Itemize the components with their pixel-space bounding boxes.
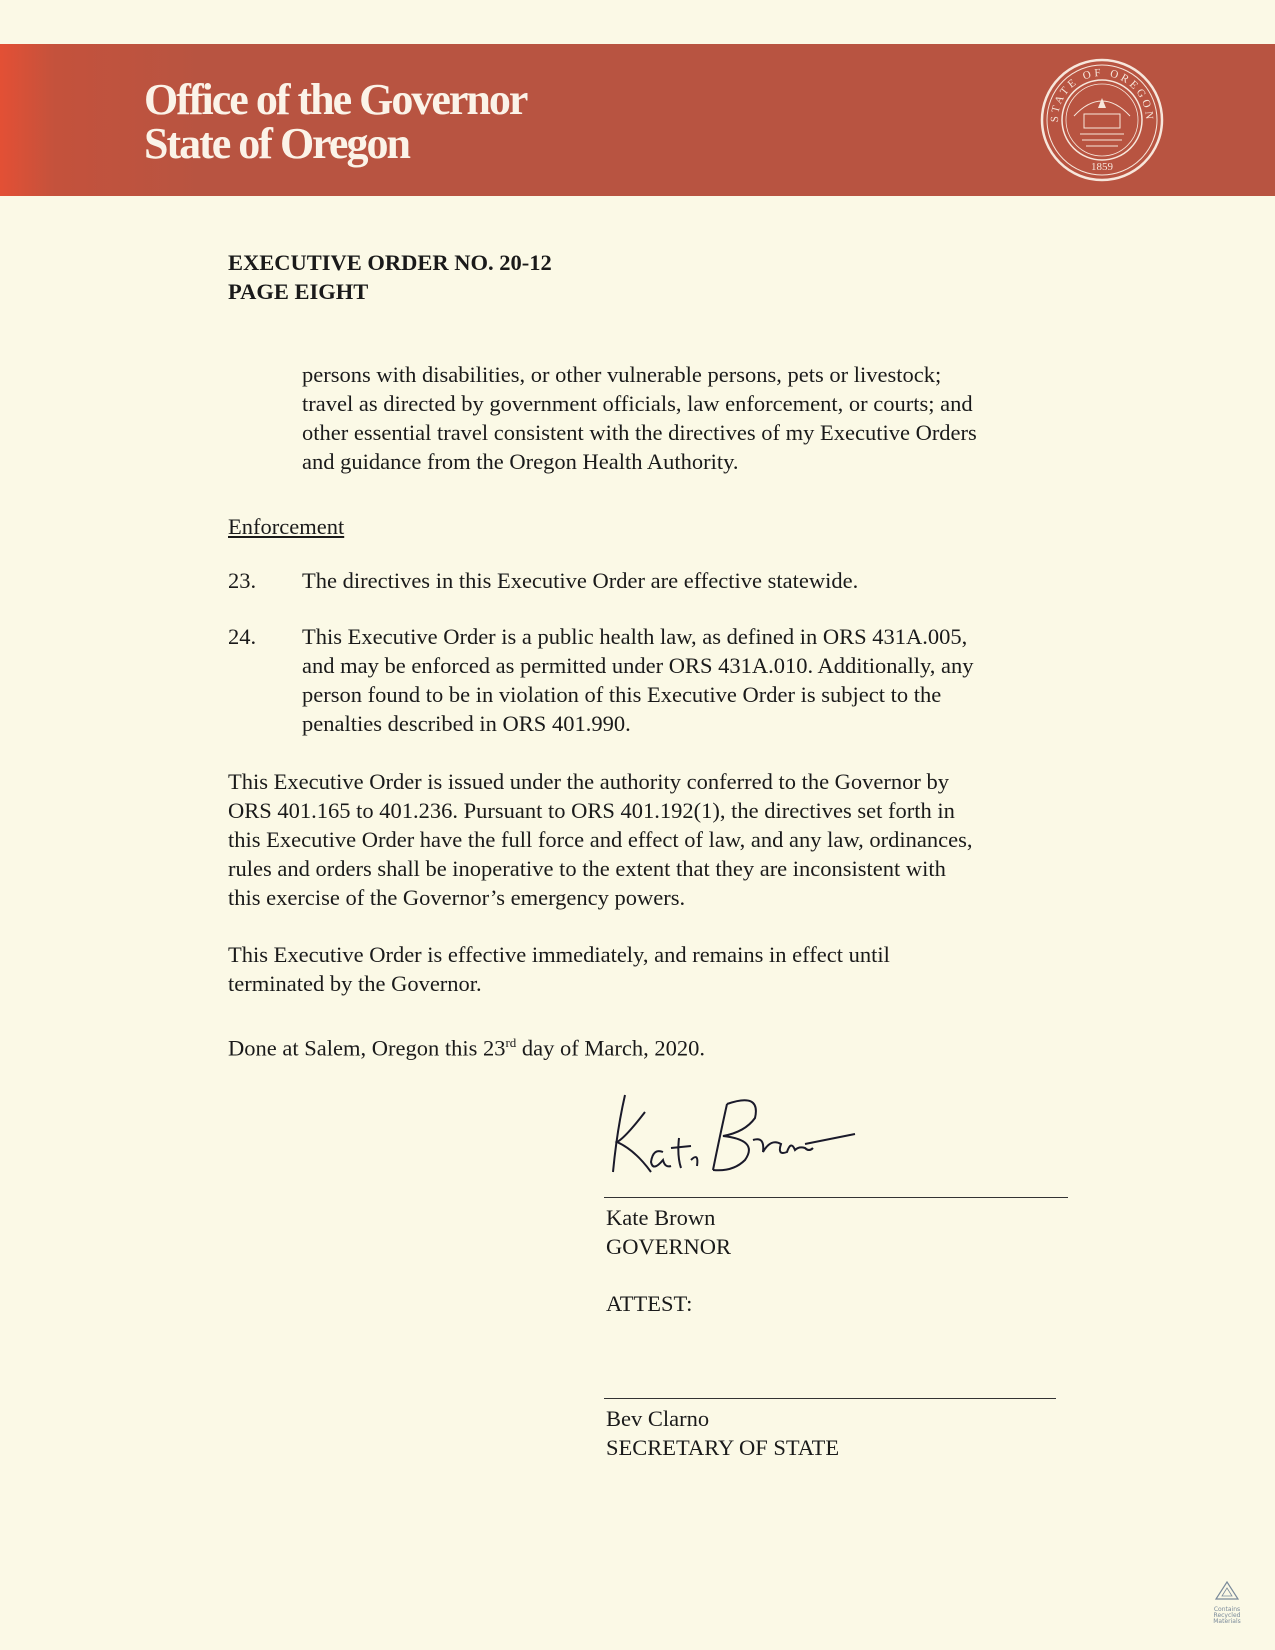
continuation-paragraph (302, 360, 1062, 476)
text-line: This Executive Order is issued under the authority conferred to the Governor by (228, 769, 950, 794)
section-heading-label: Enforcement (228, 514, 345, 539)
recycle-text-3: Materials (1213, 1618, 1241, 1625)
recycle-mark (1210, 1580, 1244, 1624)
section-heading (228, 512, 1068, 541)
letterhead-banner (0, 44, 1275, 196)
text-line: rules and orders shall be inoperative to the extent that they are inconsistent with (228, 856, 946, 881)
text-line: this Executive Order have the full force and effect of law, and any law, ordinances, (228, 827, 973, 852)
order-number: EXECUTIVE ORDER NO. 20-12 (228, 250, 552, 275)
governor-signature-block (606, 1203, 1066, 1261)
recycle-text-2: Recycled (1213, 1612, 1241, 1619)
text-line: The directives in this Executive Order are effective statewide. (302, 568, 859, 593)
list-item (302, 566, 1062, 595)
letterhead-line-1: Office of the Governor (144, 75, 527, 124)
text-line: person found to be in violation of this Executive Order is subject to the (302, 682, 942, 707)
governor-signature (595, 1090, 875, 1180)
text-line: ORS 401.165 to 401.236. Pursuant to ORS 401.192(1), the directives set forth in (228, 798, 955, 823)
secretary-title: SECRETARY OF STATE (606, 1435, 840, 1460)
order-heading (228, 248, 552, 306)
text-line: This Executive Order is a public health law, as defined in ORS 431A.005, (302, 624, 968, 649)
seal-year: 1859 (1091, 161, 1113, 173)
secretary-name: Bev Clarno (606, 1406, 710, 1431)
governor-signature-line (604, 1197, 1068, 1198)
text-line: travel as directed by government officials, law enforcement, or courts; and (302, 391, 973, 416)
text-line: terminated by the Governor. (228, 971, 482, 996)
seal-top-text: STATE OF OREGON (1048, 66, 1156, 123)
text-line: other essential travel consistent with the directives of my Executive Orders (302, 420, 977, 445)
done-at-line (228, 1028, 1068, 1063)
secretary-signature-block (606, 1404, 1066, 1462)
letterhead-title (144, 75, 527, 168)
recycle-icon (1210, 1580, 1244, 1602)
state-seal-icon (1040, 58, 1164, 182)
text-line: penalties described in ORS 401.990. (302, 711, 631, 736)
text-line: this exercise of the Governor’s emergency powers. (228, 885, 686, 910)
done-at-prefix: Done at Salem, Oregon this 23 (228, 1035, 506, 1061)
order-page: PAGE EIGHT (228, 279, 369, 304)
done-at-suffix: day of March, 2020. (516, 1035, 705, 1061)
governor-title: GOVERNOR (606, 1234, 732, 1259)
recycle-text-1: Contains (1213, 1606, 1241, 1613)
done-at-superscript: rd (505, 1035, 517, 1050)
text-line: persons with disabilities, or other vulnerable persons, pets or livestock; (302, 362, 942, 387)
text-line: and may be enforced as permitted under ORS 431A.010. Additionally, any (302, 653, 974, 678)
item-number: 24. (228, 624, 257, 649)
list-item (302, 622, 1062, 738)
governor-name: Kate Brown (606, 1205, 716, 1230)
attest-label: ATTEST: (606, 1291, 693, 1316)
letterhead-line-2: State of Oregon (144, 119, 409, 168)
effective-paragraph (228, 940, 1068, 998)
authority-paragraph (228, 767, 1068, 912)
text-line: and guidance from the Oregon Health Authority. (302, 449, 739, 474)
text-line: This Executive Order is effective immediately, and remains in effect until (228, 942, 890, 967)
item-number: 23. (228, 568, 257, 593)
secretary-signature-line (604, 1398, 1056, 1399)
